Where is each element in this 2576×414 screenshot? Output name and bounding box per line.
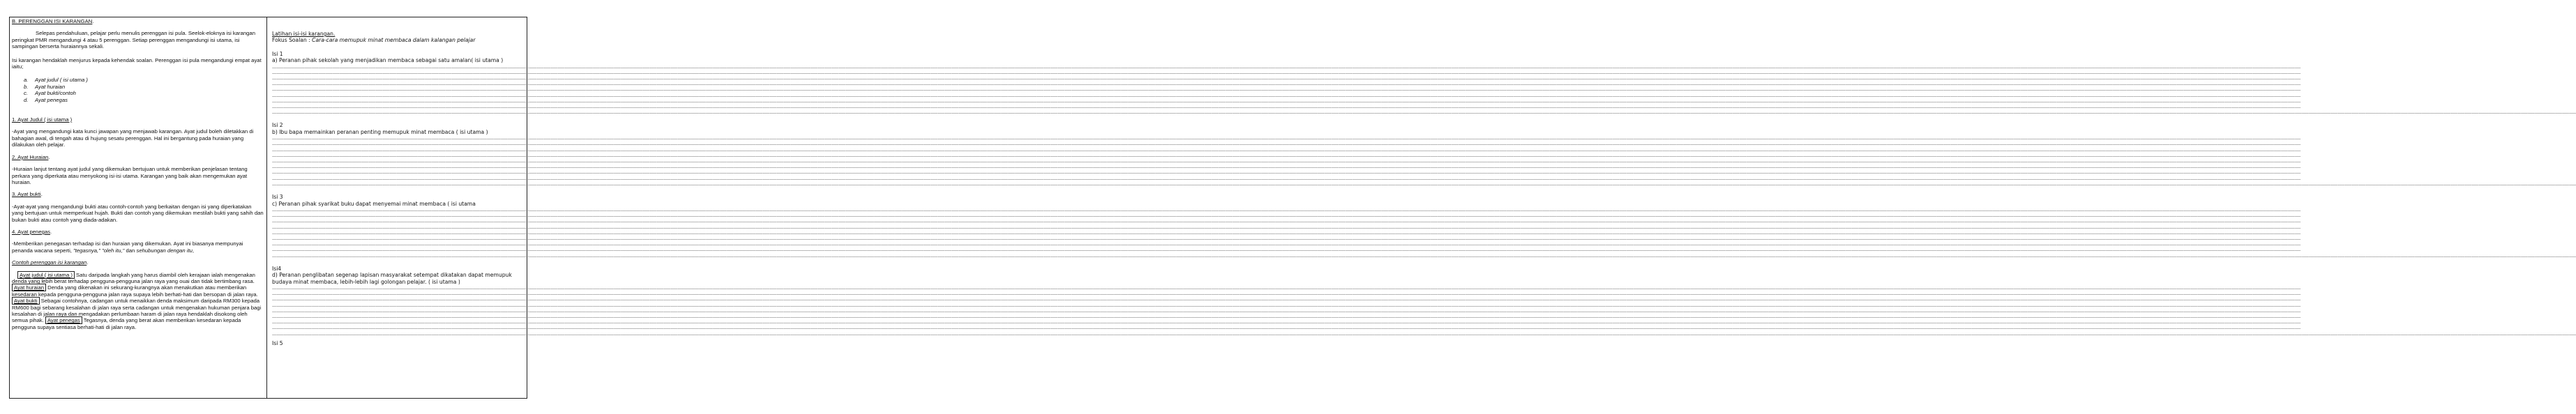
- isi-3-section: [272, 194, 2576, 259]
- section-heading: B. PERENGGAN ISI KARANGAN.: [12, 18, 94, 24]
- column-divider: [266, 17, 267, 399]
- subheading-ayat-bukti: 3. Ayat bukti.: [12, 191, 43, 198]
- isi-label: Isi 1: [272, 50, 283, 57]
- answer-line[interactable]: ............................................................................................................................................................................................................................................................................................................................................................................................................................................................................................................................................................................................................................................................................................................................................................................................................................................................................................................................................................................................................................................................................................................................................................................................................................................................................................................................................................................................................................................................................................: [272, 81, 2301, 87]
- isi-1-section: [272, 50, 2576, 116]
- body-ayat-huraian: -Huraian lanjut tentang ayat judul yang dikemukan bertujuan untuk memberikan penjelasan tentang perkara yang diperkata atau menyokong isi-isi utama. Karangan yang baik akan mengemukan ayat huraian.: [12, 166, 248, 185]
- answer-line[interactable]: ............................................................................................................................................................................................................................................................................................................................................................................................................................................................................................................................................................................................................................................................................................................................................................................................................................................................................................................................................................................................................................................................................................................................................................................................................................................................................................................................................................................................................................................................................................: [272, 235, 2301, 241]
- tag-ayat-judul: Ayat judul ( isi utama ): [17, 271, 75, 279]
- list-item: d. Ayat penegas: [24, 96, 68, 103]
- example-paragraph: Ayat judul ( isi utama ) Satu daripada langkah yang harus diambil oleh kerajaan ialah mengenakan denda yang lebih berat terhadap pengguna-pengguna jalan raya yang ouai dan tidak bertimbang rasa. Ayat huraian Denda yang dikenakan ini sekurang-kurangnya akan menakutkan atau memberikan kesedaran kepada pengguna-pengguna jalan raya supaya lebih berhati-hati dan bersopan di jalan raya. Ayat bukti Sebagai contohnya, cadangan untuk menaikkan denda maksimum daripada RM300 kepada RM600 bagi sebarang kesalahan di jalan raya serta cadangan untuk mengenakan hukuman penjara bagi kesalahan di jalan raya dan mengadakan perlumbaan haram di jalan raya hendaklah disokong oleh semua pihak. Ayat penegas Tegasnya, denda yang berat akan memberikan kesedaran kepada pengguna supaya sentiasa berhati-hati di jalan raya.: [12, 271, 262, 330]
- body-ayat-judul: -Ayat yang mengandungi kata kunci jawapan yang menjawab karangan. Ayat judul boleh diletakkan di bahagian awal, di tengah atau di hujung sesatu perenggan. Hal ini bergantung pada huraian yang dilakukan oleh pelajar.: [12, 128, 254, 148]
- answer-line[interactable]: ............................................................................................................................................................................................................................................................................................................................................................................................................................................................................................................................................................................................................................................................................................................................................................................................................................................................................................................................................................................................................................................................................................................................................................................................................................................................................................................................................................................................................................................................................................: [272, 247, 2301, 253]
- isi-label: Isi 3: [272, 194, 283, 201]
- answer-line[interactable]: ............................................................................................................................................................................................................................................................................................................................................................................................................................................................................................................................................................................................................................................................................................................................................................................................................................................................................................................................................................................................................................................................................................................................................................................................................................................................................................................................................................................................................................................................................................: [272, 141, 2301, 147]
- answer-line[interactable]: ............................................................................................................................................................................................................................................................................................................................................................................................................................................................................................................................................................................................................................................................................................................................................................................................................................................................................................................................................................................................................................................................................................................................................................................................................................................................................................................................................................................................................................................................................................: [272, 69, 2301, 75]
- answer-line[interactable]: ............................................................................................................................................................................................................................................................................................................................................................................................................................................................................................................................................................................................................................................................................................................................................................................................................................................................................................................................................................................................................................................................................................................................................................................................................................................................................................................................................................................................................................................................................................: [272, 104, 2301, 110]
- answer-line[interactable]: ............................................................................................................................................................................................................................................................................................................................................................................................................................................................................................................................................................................................................................................................................................................................................................................................................................................................................................................................................................................................................................................................................................................................................................................................................................................................................................................................................................................................................................................................................................: [272, 152, 2301, 158]
- list-item: c. Ayat bukti/contoh: [24, 90, 76, 97]
- isi-label: Isi 2: [272, 122, 283, 129]
- tag-ayat-bukti: Ayat bukti: [12, 297, 40, 305]
- answer-line[interactable]: ............................................................................................................................................................................................................................................................................................................................................................................................................................................................................................................................................................................................................................................................................................................................................................................................................................................................................................................................................................................................................................................................................................................................................................................................................................................................................................................................................................................................................................................................................................: [272, 135, 2301, 141]
- subheading-ayat-judul: 1. Ayat Judul ( isi utama ): [12, 116, 73, 123]
- isi-prompt: a) Peranan pihak sekolah yang menjadikan membaca sebagai satu amalan( isi utama ): [272, 57, 504, 64]
- answer-line[interactable]: ............................................................................................................................................................................................................................................................................................................................................................................................................................................................................................................................................................................................................................................................................................................................................................................................................................................................................................................................................................................................................................................................................................................................................................................................................................................................................................................................................................................................................................................................................................: [272, 158, 2301, 164]
- answer-line[interactable]: ............................................................................................................................................................................................................................................................................................................................................................................................................................................................................................................................................................................................................................................................................................................................................................................................................................................................................................................................................................................................................................................................................................................................................................................................................................................................................................................................................................................................................................................................................................: [272, 146, 2301, 153]
- subheading-ayat-penegas: 4. Ayat penegas.: [12, 228, 52, 235]
- answer-line[interactable]: ............................................................................................................................................................................................................................................................................................................................................................................................................................................................................................................................................................................................................................................................................................................................................................................................................................................................................................................................................................................................................................................................................................................................................................................................................................................................................................................................................................................................................................................................................................: [272, 206, 2301, 213]
- answer-line[interactable]: ............................................................................................................................................................................................................................................................................................................................................................................................................................................................................................................................................................................................................................................................................................................................................................................................................................................................................................................................................................................................................................................................................................................................................................................................................................................................................................................................................................................................................................................................................................: [272, 218, 2301, 224]
- paragraph-parts-list: [12, 77, 264, 103]
- isi-label: Isi 5: [272, 339, 283, 346]
- answer-line[interactable]: ............................................................................................................................................................................................................................................................................................................................................................................................................................................................................................................................................................................................................................................................................................................................................................................................................................................................................................................................................................................................................................................................................................................................................................................................................................................................................................................................................................................................................................................................................................: [272, 98, 2301, 104]
- answer-line[interactable]: ............................................................................................................................................................................................................................................................................................................................................................................................................................................................................................................................................................................................................................................................................................................................................................................................................................................................................................................................................................................................................................................................................................................................................................................................................................................................................................................................................................................................................................................................................................: [272, 86, 2301, 93]
- answer-line[interactable]: ............................................................................................................................................................................................................................................................................................................................................................................................................................................................................................................................................................................................................................................................................................................................................................................................................................................................................................................................................................................................................................................................................................................................................................................................................................................................................................................................................................................................................................................................................................: [272, 224, 2301, 230]
- notes-column: [12, 18, 264, 330]
- answer-line[interactable]: ............................................................................................................................................................................................................................................................................................................................................................................................................................................................................................................................................................................................................................................................................................................................................................................................................................................................................................................................................................................................................................................................................................................................................................................................................................................................................................................................................................................................................................................................................................: [272, 169, 2301, 176]
- tag-ayat-penegas: Ayat penegas: [45, 316, 82, 324]
- example-heading: Contoh perenggan isi karangan.: [12, 259, 89, 266]
- body-ayat-bukti: -Ayat-ayat yang mengandungi bukti atau contoh-contoh yang berkaitan dengan isi yang diperkatakan yang bertujuan untuk memperkuat hujah. Bukti dan contoh yang dikemukan mestilah bukti yang sahih dan bukan bukti atau contoh yang diada-adakan.: [12, 203, 264, 223]
- answer-line[interactable]: ............................................................................................................................................................................................................................................................................................................................................................................................................................................................................................................................................................................................................................................................................................................................................................................................................................................................................................................................................................................................................................................................................................................................................................................................................................................................................................................................................................................................................................................................................................: [272, 296, 2301, 302]
- answer-line[interactable]: ............................................................................................................................................................................................................................................................................................................................................................................................................................................................................................................................................................................................................................................................................................................................................................................................................................................................................................................................................................................................................................................................................................................................................................................................................................................................................................................................................................................................................................................................................................: [272, 63, 2301, 70]
- answer-line[interactable]: ............................................................................................................................................................................................................................................................................................................................................................................................................................................................................................................................................................................................................................................................................................................................................................................................................................................................................................................................................................................................................................................................................................................................................................................................................................................................................................................................................................................................................................................................................................: [272, 75, 2301, 82]
- intro-paragraph-2: Isi karangan hendaklah menjurus kepada kehendak soalan. Perenggan isi pula mengandungi empat ayat iaitu;: [12, 56, 262, 70]
- focus-question: Fokus Soalan : Cara-cara memupuk minat membaca dalam kalangan pelajar: [272, 37, 476, 44]
- body-ayat-penegas: -Memberikan penegasan terhadap isi dan huraian yang dikemukan. Ayat ini biasanya mempunyai penanda wacana seperti, "tegasnya," "oleh itu," dan sehubungan dengan itu,: [12, 240, 243, 254]
- answer-line[interactable]: ...............................................................................................................................................................................................................................................................................................................................................................................................................................................................................................................................................................................................................................................................................................................................................................................................................................................................................................................................................................................................................................................................................................................................................................................................................................................................................................................................................................................................................................................................................................................................................................................................................................................................................................: [272, 109, 2576, 116]
- answer-line[interactable]: ............................................................................................................................................................................................................................................................................................................................................................................................................................................................................................................................................................................................................................................................................................................................................................................................................................................................................................................................................................................................................................................................................................................................................................................................................................................................................................................................................................................................................................................................................................: [272, 319, 2301, 325]
- answer-line[interactable]: ............................................................................................................................................................................................................................................................................................................................................................................................................................................................................................................................................................................................................................................................................................................................................................................................................................................................................................................................................................................................................................................................................................................................................................................................................................................................................................................................................................................................................................................................................................: [272, 175, 2301, 181]
- intro-paragraph-1: Selepas pendahuluan, pelajar perlu menulis perenggan isi pula. Seelok-eloknya isi karangan peringkat PMR mengandungi 4 atau 5 perenggan. Setiap perenggan mengandungi isi utama, isi sampingan berserta huraiannya sekali.: [12, 30, 255, 50]
- answer-line[interactable]: ............................................................................................................................................................................................................................................................................................................................................................................................................................................................................................................................................................................................................................................................................................................................................................................................................................................................................................................................................................................................................................................................................................................................................................................................................................................................................................................................................................................................................................................................................................: [272, 307, 2301, 314]
- isi-prompt: c) Peranan pihak syarikat buku dapat menyemai minat membaca ( isi utama: [272, 200, 476, 207]
- answer-line[interactable]: ............................................................................................................................................................................................................................................................................................................................................................................................................................................................................................................................................................................................................................................................................................................................................................................................................................................................................................................................................................................................................................................................................................................................................................................................................................................................................................................................................................................................................................................................................................: [272, 164, 2301, 170]
- answer-line[interactable]: ............................................................................................................................................................................................................................................................................................................................................................................................................................................................................................................................................................................................................................................................................................................................................................................................................................................................................................................................................................................................................................................................................................................................................................................................................................................................................................................................................................................................................................................................................................: [272, 313, 2301, 319]
- answer-line[interactable]: ...............................................................................................................................................................................................................................................................................................................................................................................................................................................................................................................................................................................................................................................................................................................................................................................................................................................................................................................................................................................................................................................................................................................................................................................................................................................................................................................................................................................................................................................................................................................................................................................................................................................................................................: [272, 252, 2576, 259]
- list-item: b. Ayat huraian: [24, 83, 66, 90]
- answer-line[interactable]: ............................................................................................................................................................................................................................................................................................................................................................................................................................................................................................................................................................................................................................................................................................................................................................................................................................................................................................................................................................................................................................................................................................................................................................................................................................................................................................................................................................................................................................................................................................: [272, 284, 2301, 291]
- answer-line[interactable]: ............................................................................................................................................................................................................................................................................................................................................................................................................................................................................................................................................................................................................................................................................................................................................................................................................................................................................................................................................................................................................................................................................................................................................................................................................................................................................................................................................................................................................................................................................................: [272, 241, 2301, 247]
- exercise-column: [272, 18, 2576, 346]
- answer-line[interactable]: ............................................................................................................................................................................................................................................................................................................................................................................................................................................................................................................................................................................................................................................................................................................................................................................................................................................................................................................................................................................................................................................................................................................................................................................................................................................................................................................................................................................................................................................................................................: [272, 302, 2301, 308]
- answer-line[interactable]: ...............................................................................................................................................................................................................................................................................................................................................................................................................................................................................................................................................................................................................................................................................................................................................................................................................................................................................................................................................................................................................................................................................................................................................................................................................................................................................................................................................................................................................................................................................................................................................................................................................................................................................................: [272, 330, 2576, 337]
- isi-2-section: [272, 122, 2576, 187]
- subheading-ayat-huraian: 2. Ayat Huraian.: [12, 153, 50, 160]
- isi-prompt: b) Ibu bapa memainkan peranan penting memupuk minat membaca ( isi utama ): [272, 128, 488, 135]
- tag-ayat-huraian: Ayat huraian: [12, 284, 46, 291]
- isi-4-section: [272, 265, 2576, 337]
- answer-line[interactable]: ............................................................................................................................................................................................................................................................................................................................................................................................................................................................................................................................................................................................................................................................................................................................................................................................................................................................................................................................................................................................................................................................................................................................................................................................................................................................................................................................................................................................................................................................................................: [272, 229, 2301, 236]
- isi-5-section: [272, 340, 523, 346]
- isi-prompt: d) Peranan penglibatan segenap lapisan masyarakat setempat dikatakan dapat memupuk budaya minat membaca, lebih-lebih lagi golongan pelajar. ( isi utama ): [272, 272, 512, 285]
- answer-line[interactable]: ............................................................................................................................................................................................................................................................................................................................................................................................................................................................................................................................................................................................................................................................................................................................................................................................................................................................................................................................................................................................................................................................................................................................................................................................................................................................................................................................................................................................................................................................................................: [272, 291, 2301, 297]
- list-item: a. Ayat judul ( isi utama ): [24, 77, 88, 84]
- answer-line[interactable]: ............................................................................................................................................................................................................................................................................................................................................................................................................................................................................................................................................................................................................................................................................................................................................................................................................................................................................................................................................................................................................................................................................................................................................................................................................................................................................................................................................................................................................................................................................................: [272, 325, 2301, 331]
- answer-line[interactable]: ...............................................................................................................................................................................................................................................................................................................................................................................................................................................................................................................................................................................................................................................................................................................................................................................................................................................................................................................................................................................................................................................................................................................................................................................................................................................................................................................................................................................................................................................................................................................................................................................................................................................................................................: [272, 181, 2576, 187]
- answer-line[interactable]: ............................................................................................................................................................................................................................................................................................................................................................................................................................................................................................................................................................................................................................................................................................................................................................................................................................................................................................................................................................................................................................................................................................................................................................................................................................................................................................................................................................................................................................................................................................: [272, 213, 2301, 219]
- exercise-title: Latihan isi-isi karangan.: [272, 31, 336, 37]
- isi-label: Isi4: [272, 265, 282, 272]
- answer-line[interactable]: ............................................................................................................................................................................................................................................................................................................................................................................................................................................................................................................................................................................................................................................................................................................................................................................................................................................................................................................................................................................................................................................................................................................................................................................................................................................................................................................................................................................................................................................................................................: [272, 92, 2301, 98]
